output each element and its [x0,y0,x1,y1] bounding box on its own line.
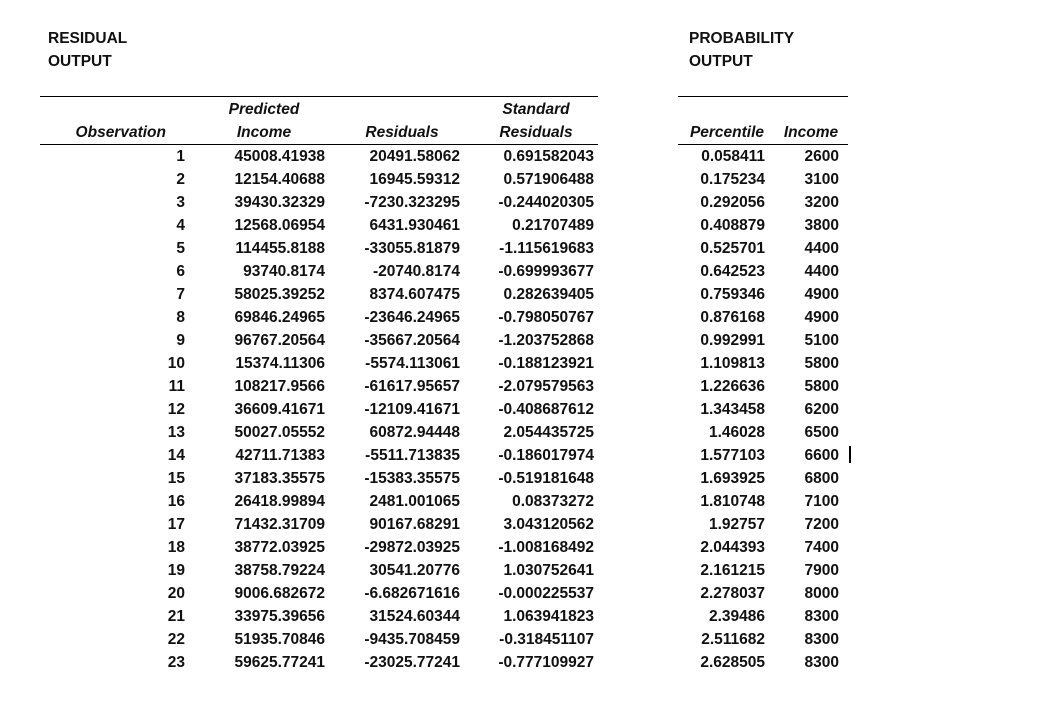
observation-cell: 18 [167,539,185,556]
standard-residual-cell: 2.054435725 [503,424,594,441]
residual-cell: 90167.68291 [369,516,460,533]
observation-cell: 7 [176,286,185,303]
percentile-cell: 0.642523 [700,263,765,280]
observation-cell: 11 [168,378,185,395]
residual-title-line2: OUTPUT [48,53,112,70]
observation-cell: 14 [167,447,185,464]
income-cell: 3100 [804,171,839,188]
percentile-cell: 2.511682 [701,631,765,648]
standard-residual-cell: -0.188123921 [498,355,594,372]
predicted-income-cell: 69846.24965 [234,309,325,326]
residual-cell: 16945.59312 [369,171,460,188]
income-cell: 4400 [804,263,839,280]
residual-cell: 30541.20776 [369,562,460,579]
probability-top-border [678,96,848,97]
standard-residual-cell: -0.699993677 [498,263,594,280]
income-cell: 7400 [804,539,839,556]
standard-residual-cell: -0.318451107 [499,631,594,648]
residual-cell: -20740.8174 [372,263,460,280]
residual-cell: -7230.323295 [364,194,460,211]
percentile-cell: 0.992991 [700,332,765,349]
predicted-income-cell: 12154.40688 [234,171,325,188]
income-cell: 5800 [804,378,839,395]
residual-cell: 20491.58062 [369,148,460,165]
income-cell: 7200 [804,516,839,533]
residual-cell: -5511.713835 [365,447,460,464]
standard-residual-cell: -0.777109927 [498,654,594,671]
percentile-cell: 1.577103 [700,447,765,464]
percentile-cell: 1.810748 [700,493,765,510]
observation-cell: 13 [167,424,185,441]
predicted-income-cell: 58025.39252 [234,286,325,303]
residual-cell: -23025.77241 [364,654,460,671]
standard-residual-cell: 0.691582043 [503,148,594,165]
residual-cell: -61617.95657 [364,378,460,395]
percentile-cell: 0.525701 [700,240,765,257]
income-cell: 4900 [804,286,839,303]
header-standard-line2: Residuals [499,124,573,141]
observation-cell: 3 [176,194,185,211]
observation-cell: 19 [167,562,185,579]
residual-cell: -5574.113061 [365,355,460,372]
predicted-income-cell: 36609.41671 [234,401,325,418]
observation-cell: 8 [176,309,185,326]
observation-cell: 15 [167,470,185,487]
percentile-cell: 1.92757 [708,516,765,533]
income-cell: 6200 [804,401,839,418]
predicted-income-cell: 38758.79224 [234,562,325,579]
percentile-cell: 2.044393 [700,539,765,556]
residual-cell: -9435.708459 [364,631,460,648]
observation-cell: 5 [176,240,185,257]
predicted-income-cell: 51935.70846 [234,631,325,648]
standard-residual-cell: 0.282639405 [503,286,594,303]
text-cursor [849,446,851,463]
predicted-income-cell: 50027.05552 [234,424,325,441]
predicted-income-cell: 15374.11306 [235,355,325,372]
residual-title-line1: RESIDUAL [48,30,128,47]
standard-residual-cell: -0.186017974 [498,447,594,464]
percentile-cell: 2.278037 [700,585,765,602]
percentile-cell: 2.161215 [700,562,765,579]
predicted-income-cell: 42711.71383 [235,447,325,464]
standard-residual-cell: -0.244020305 [498,194,594,211]
percentile-cell: 0.058411 [701,148,765,165]
standard-residual-cell: 0.08373272 [512,493,594,510]
percentile-cell: 1.46028 [708,424,765,441]
income-cell: 3800 [804,217,839,234]
residual-cell: -35667.20564 [364,332,460,349]
percentile-cell: 0.759346 [700,286,765,303]
residual-cell: 8374.607475 [369,286,460,303]
standard-residual-cell: -1.115619683 [499,240,594,257]
income-cell: 6500 [804,424,839,441]
observation-cell: 23 [167,654,185,671]
observation-cell: 20 [167,585,185,602]
predicted-income-cell: 45008.41938 [234,148,325,165]
observation-cell: 16 [167,493,185,510]
residual-cell: -23646.24965 [364,309,460,326]
residual-cell: -29872.03925 [364,539,460,556]
income-cell: 8300 [804,631,839,648]
residual-cell: 60872.94448 [369,424,460,441]
standard-residual-cell: 0.571906488 [503,171,594,188]
percentile-cell: 0.175234 [700,171,765,188]
percentile-cell: 2.628505 [700,654,765,671]
residual-cell: 6431.930461 [369,217,460,234]
standard-residual-cell: -0.000225537 [498,585,594,602]
income-cell: 8300 [804,608,839,625]
percentile-cell: 1.343458 [700,401,765,418]
residual-cell: -12109.41671 [364,401,460,418]
income-cell: 8300 [804,654,839,671]
header-residuals: Residuals [365,124,439,141]
predicted-income-cell: 93740.8174 [243,263,325,280]
probability-title-line1: PROBABILITY [689,30,795,47]
observation-cell: 17 [167,516,185,533]
predicted-income-cell: 39430.32329 [234,194,325,211]
header-predicted-line1: Predicted [228,101,300,118]
header-observation: Observation [75,124,166,141]
observation-cell: 2 [176,171,185,188]
predicted-income-cell: 38772.03925 [234,539,325,556]
percentile-cell: 1.693925 [700,470,765,487]
standard-residual-cell: 1.030752641 [503,562,594,579]
header-standard-line1: Standard [502,101,570,118]
income-cell: 5100 [804,332,839,349]
residual-top-border [40,96,598,97]
predicted-income-cell: 26418.99894 [234,493,325,510]
probability-title-line2: OUTPUT [689,53,753,70]
predicted-income-cell: 71432.31709 [234,516,325,533]
standard-residual-cell: -1.008168492 [498,539,594,556]
standard-residual-cell: 0.21707489 [512,217,594,234]
standard-residual-cell: -0.408687612 [498,401,594,418]
standard-residual-cell: -2.079579563 [498,378,594,395]
income-cell: 6600 [804,447,839,464]
income-cell: 6800 [804,470,839,487]
header-percentile: Percentile [689,124,765,141]
predicted-income-cell: 108217.9566 [234,378,325,395]
standard-residual-cell: 3.043120562 [503,516,594,533]
income-cell: 3200 [804,194,839,211]
residual-header-border [40,144,598,145]
observation-cell: 10 [167,355,185,372]
standard-residual-cell: -0.798050767 [498,309,594,326]
income-cell: 4400 [804,240,839,257]
residual-cell: -6.682671616 [364,585,460,602]
percentile-cell: 0.876168 [700,309,765,326]
standard-residual-cell: -1.203752868 [498,332,594,349]
residual-cell: 2481.001065 [369,493,460,510]
income-cell: 4900 [804,309,839,326]
percentile-cell: 2.39486 [708,608,765,625]
header-income: Income [783,124,839,141]
observation-cell: 4 [176,217,185,234]
observation-cell: 22 [167,631,185,648]
percentile-cell: 1.109813 [700,355,765,372]
predicted-income-cell: 114455.8188 [235,240,325,257]
observation-cell: 1 [176,148,185,165]
predicted-income-cell: 12568.06954 [234,217,325,234]
standard-residual-cell: -0.519181648 [498,470,594,487]
observation-cell: 12 [167,401,185,418]
observation-cell: 6 [176,263,185,280]
income-cell: 5800 [804,355,839,372]
income-cell: 7100 [804,493,839,510]
observation-cell: 9 [176,332,185,349]
residual-cell: -15383.35575 [364,470,460,487]
percentile-cell: 0.292056 [700,194,765,211]
residual-cell: -33055.81879 [364,240,460,257]
observation-cell: 21 [167,608,185,625]
predicted-income-cell: 37183.35575 [234,470,325,487]
predicted-income-cell: 33975.39656 [234,608,325,625]
residual-cell: 31524.60344 [369,608,460,625]
predicted-income-cell: 96767.20564 [234,332,325,349]
standard-residual-cell: 1.063941823 [503,608,594,625]
percentile-cell: 0.408879 [700,217,765,234]
predicted-income-cell: 59625.77241 [234,654,325,671]
header-predicted-line2: Income [236,124,292,141]
probability-header-border [678,144,848,145]
income-cell: 7900 [804,562,839,579]
percentile-cell: 1.226636 [700,378,765,395]
income-cell: 2600 [804,148,839,165]
predicted-income-cell: 9006.682672 [234,585,325,602]
income-cell: 8000 [804,585,839,602]
